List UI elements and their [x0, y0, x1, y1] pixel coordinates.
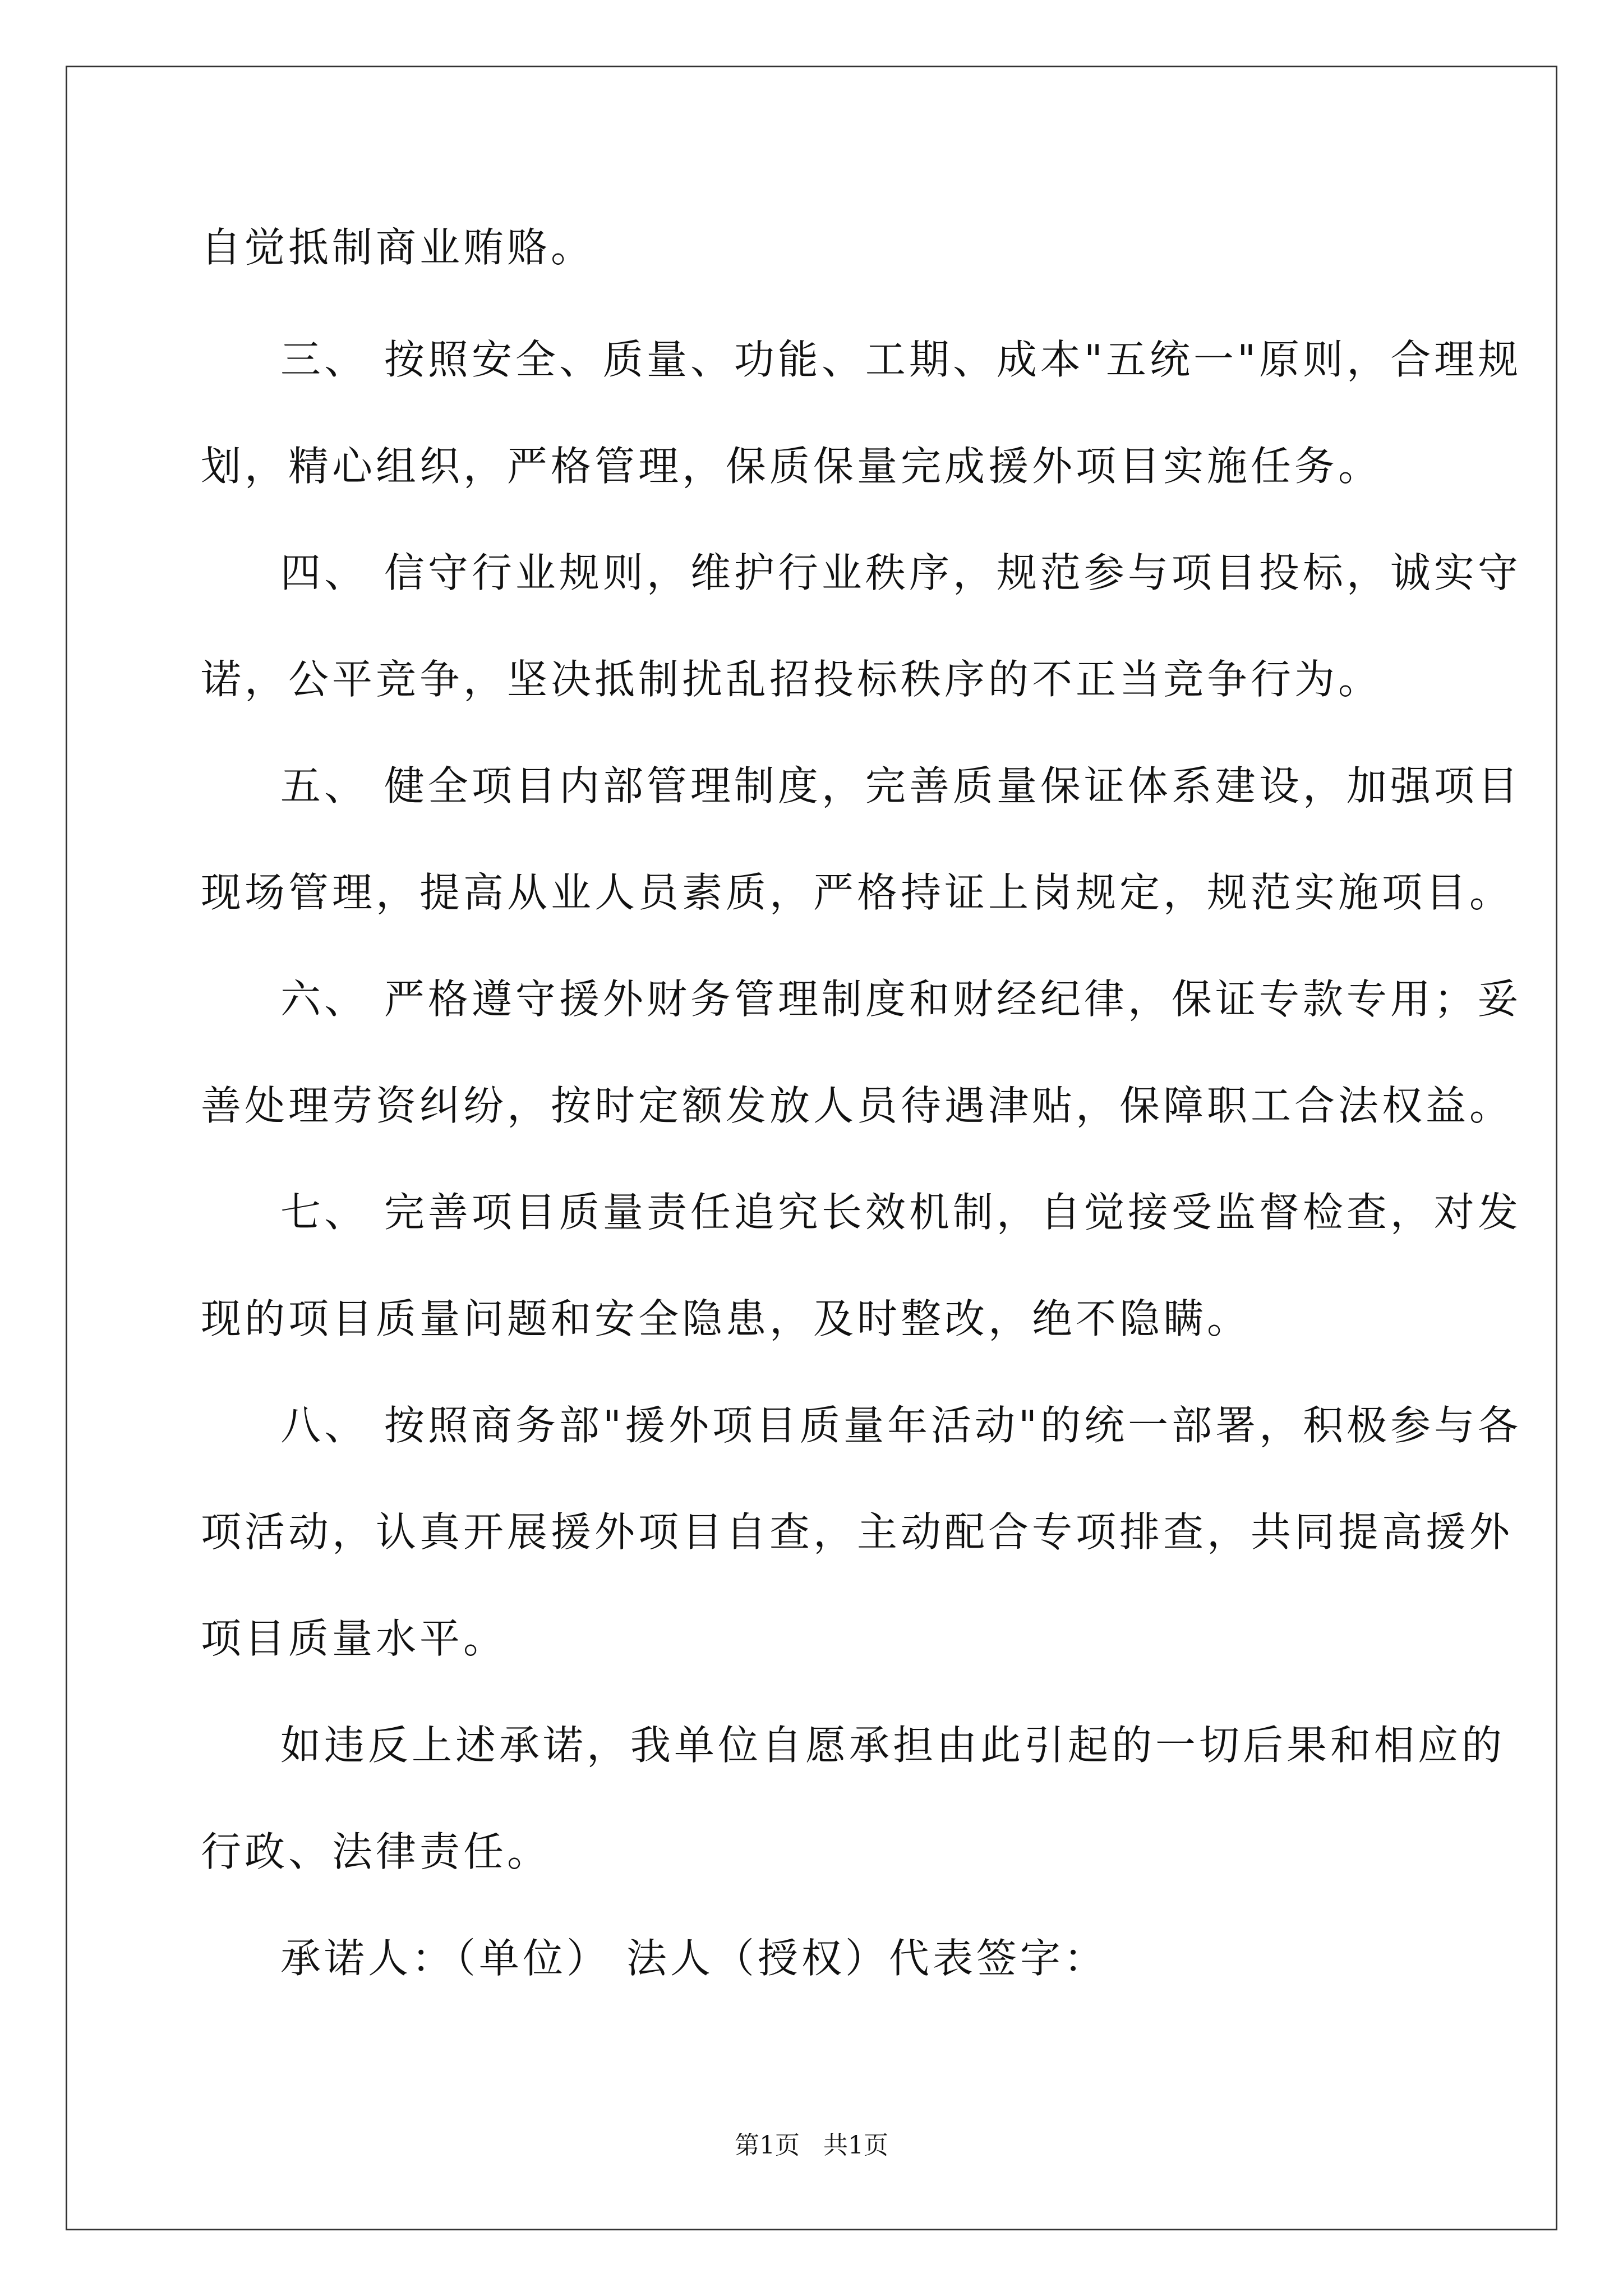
text-line: 项目质量水平。	[201, 1615, 508, 1662]
clause-7-line: 七、 完善项目质量责任追究长效机制，自觉接受监督检查，对发	[280, 1189, 1521, 1236]
text-line: 项活动，认真开展援外项目自查，主动配合专项排查，共同提高援外	[201, 1508, 1514, 1556]
signature-line: 承诺人：（单位） 法人（授权）代表签字：	[280, 1935, 1108, 1982]
text-line: 诺，公平竞争，坚决抵制扰乱招投标秩序的不正当竞争行为。	[201, 656, 1382, 703]
clause-6-line: 六、 严格遵守援外财务管理制度和财经纪律，保证专款专用；妥	[280, 976, 1521, 1023]
page-number-footer: 第1页 共1页	[735, 2131, 888, 2160]
clause-4-line: 四、 信守行业规则，维护行业秩序，规范参与项目投标，诚实守	[280, 549, 1521, 596]
text-line: 行政、法律责任。	[201, 1828, 551, 1875]
clause-5-line: 五、 健全项目内部管理制度，完善质量保证体系建设，加强项目	[280, 762, 1521, 809]
page-border	[66, 66, 1557, 2230]
clause-3-line: 三、 按照安全、质量、功能、工期、成本"五统一"原则，合理规	[280, 336, 1522, 383]
text-line: 善处理劳资纠纷，按时定额发放人员待遇津贴，保障职工合法权益。	[201, 1082, 1514, 1129]
text-line: 自觉抵制商业贿赂。	[201, 224, 595, 271]
declaration-line: 如违反上述承诺，我单位自愿承担由此引起的一切后果和相应的	[280, 1722, 1506, 1769]
text-line: 现场管理，提高从业人员素质，严格持证上岗规定，规范实施项目。	[201, 869, 1514, 916]
text-line: 现的项目质量问题和安全隐患，及时整改，绝不隐瞒。	[201, 1295, 1251, 1342]
text-line: 划，精心组织，严格管理，保质保量完成援外项目实施任务。	[201, 443, 1382, 490]
clause-8-line: 八、 按照商务部"援外项目质量年活动"的统一部署，积极参与各	[280, 1402, 1522, 1449]
